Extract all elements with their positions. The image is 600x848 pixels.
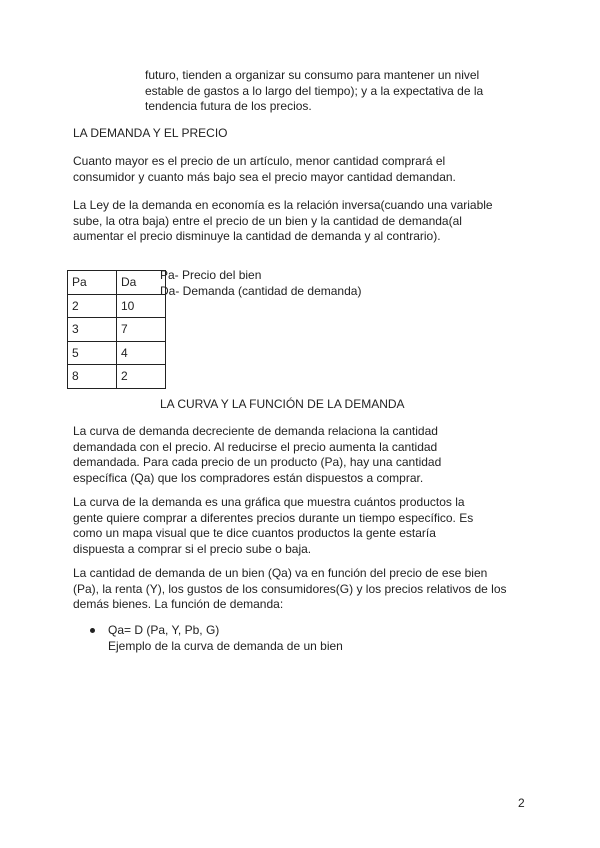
text-line: (Pa), la renta (Y), los gustos de los consumidores(G) y los precios relativos de los [73, 581, 507, 596]
text-line: estable de gastos a lo largo del tiempo); y a la expectativa de la [145, 83, 484, 98]
text-line: demandada. Para cada precio de un producto (Pa), hay una cantidad [73, 455, 442, 469]
header-cell: Da [117, 271, 166, 295]
legend-line: Pa- Precio del bien [160, 268, 262, 282]
text-line: Cuanto mayor es el precio de un artículo, menor cantidad comprará el [73, 154, 446, 168]
table-cell: 4 [117, 341, 166, 365]
text-line: La Ley de la demanda en economía es la relación inversa(cuando una variable [73, 198, 493, 212]
intro-paragraph [145, 68, 483, 115]
header-cell: Pa [68, 271, 117, 295]
table-cell: 5 [68, 341, 117, 365]
paragraph-4 [73, 495, 473, 557]
text-line: La curva de la demanda es una gráfica que muestra cuántos productos la [73, 495, 465, 509]
heading-curva-funcion: LA CURVA Y LA FUNCIÓN DE LA DEMANDA [160, 397, 405, 411]
paragraph-3 [73, 424, 441, 486]
table-cell: 2 [68, 294, 117, 318]
table-header-row [68, 271, 166, 295]
table-row [68, 294, 166, 318]
table-cell: 2 [117, 365, 166, 389]
table-cell: 3 [68, 318, 117, 342]
table-row [68, 318, 166, 342]
bullet-icon [90, 628, 95, 633]
table-row [68, 341, 166, 365]
legend-line: Da- Demanda (cantidad de demanda) [160, 283, 362, 298]
table-cell: 7 [117, 318, 166, 342]
table-cell: 10 [117, 294, 166, 318]
text-line: La cantidad de demanda de un bien (Qa) va en función del precio de ese bien [73, 566, 488, 580]
text-line: Ejemplo de la curva de demanda de un bien [108, 638, 343, 653]
text-line: demás bienes. La función de demanda: [73, 597, 284, 611]
text-line: gente quiere comprar a diferentes precios durante un tiempo específico. Es [73, 510, 474, 525]
text-line: demandada con el precio. Al reducirse el precio aumenta la cantidad [73, 439, 438, 454]
text-line: futuro, tienden a organizar su consumo para mantener un nivel [145, 68, 480, 82]
table-cell: 8 [68, 365, 117, 389]
text-line: consumidor y cuanto más bajo sea el precio mayor cantidad demandan. [73, 169, 456, 184]
paragraph-2 [73, 198, 493, 245]
paragraph-5 [73, 566, 507, 613]
text-line: La curva de demanda decreciente de demanda relaciona la cantidad [73, 424, 438, 438]
text-line: sube, la otra baja) entre el precio de un bien y la cantidad de demanda(al [73, 213, 462, 228]
page-number: 2 [518, 796, 525, 810]
text-line: específica (Qa) que los compradores están dispuestos a comprar. [73, 470, 424, 485]
text-line: Qa= D (Pa, Y, Pb, G) [108, 623, 220, 637]
table-legend [160, 268, 361, 299]
text-line: aumentar el precio disminuye la cantidad de demanda y al contrario). [73, 229, 441, 243]
price-demand-table [67, 270, 166, 389]
text-line: tendencia futura de los precios. [145, 99, 312, 113]
paragraph-1 [73, 154, 456, 185]
table-row [68, 365, 166, 389]
bullet-item [108, 623, 343, 654]
text-line: dispuesta a comprar si el precio sube o baja. [73, 541, 312, 556]
text-line: como un mapa visual que te dice cuantos productos la gente estaría [73, 526, 436, 540]
heading-demanda-precio: LA DEMANDA Y EL PRECIO [73, 126, 228, 140]
